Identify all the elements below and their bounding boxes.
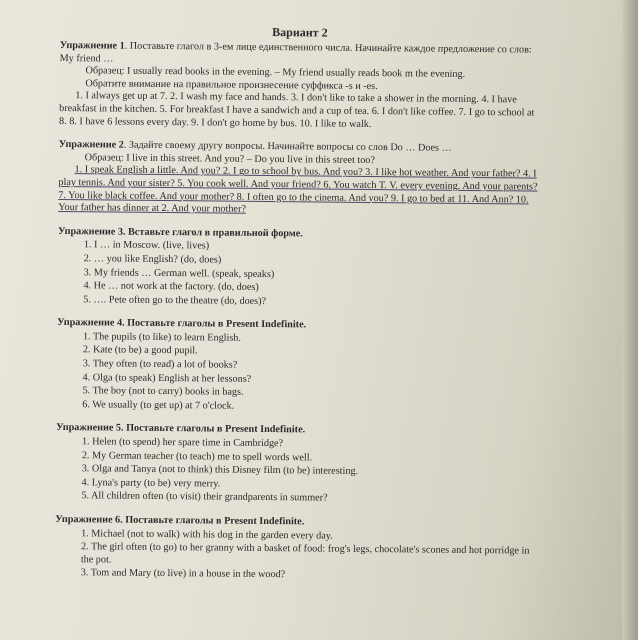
list-item: 4. Olga (to speak) English at her lessons? bbox=[82, 371, 252, 385]
worksheet bbox=[55, 22, 540, 596]
exercise-6-heading: Упражнение 6. Поставьте глаголы в Present Indefinite. bbox=[55, 513, 305, 528]
exercise-6-list bbox=[55, 528, 535, 585]
exercise-5-list bbox=[55, 436, 536, 508]
list-item: 2. Kate (to be) a good pupil. bbox=[82, 344, 198, 357]
list-item: 3. Olga and Tanya (not to think) this Disney film (to be) interesting. bbox=[81, 463, 359, 478]
exercise-4 bbox=[56, 317, 537, 416]
list-item: 1. The pupils (to like) to learn English. bbox=[82, 331, 242, 344]
list-item: 6. We usually (to get up) at 7 o'clock. bbox=[82, 399, 235, 412]
page-edge-shadow bbox=[622, 0, 638, 640]
list-item: 3. Tom and Mary (to live) in a house in the wood? bbox=[80, 567, 286, 581]
list-item: 3. They often (to read) a lot of books? bbox=[82, 358, 238, 371]
exercise-4-list bbox=[56, 331, 537, 416]
exercise-2-sample: Образец: I live in this street. And you? – Do you live in this street too? bbox=[84, 151, 375, 166]
exercise-1-text: 1. I always get up at 7. 2. I wash my face and hands. 3. I don't like to take a shower in the morning. 4. I have breakfast in the kitchen. 5. For breakfast I have a sandwich and a cup of tea. 6. I don't like coffee. 7. I go to school at 8. 8. I have 6 lessons every day. 9. I don't go home by bus. 10. I like to walk. bbox=[58, 90, 535, 130]
list-item: 3. My friends … German well. (speak, speaks) bbox=[83, 266, 275, 280]
page-title: Вариант 2 bbox=[272, 25, 328, 40]
list-item: 2. The girl often (to go) to her granny with a basket of food: frog's legs, chocolate's scones and hot porridge in the pot. bbox=[80, 541, 530, 566]
exercise-5-heading: Упражнение 5. Поставьте глаголы в Present Indefinite. bbox=[56, 422, 306, 436]
exercise-1-label: Упражнение 1 bbox=[59, 39, 125, 52]
list-item: 5. The boy (not to carry) books in bags. bbox=[82, 385, 244, 399]
list-item: 2. My German teacher (to teach) me to spell words well. bbox=[81, 449, 313, 464]
exercise-1-note: Обратите внимание на правильное произнесение суффикса -s и -es. bbox=[85, 78, 378, 92]
exercise-6 bbox=[55, 514, 536, 585]
list-item: 4. He … not work at the factory. (do, does) bbox=[83, 280, 259, 294]
list-item: 2. … you like English? (do, does) bbox=[83, 253, 222, 266]
list-item: 5. …. Pete often go to the theatre (do, does)? bbox=[83, 293, 267, 307]
exercise-2 bbox=[58, 139, 539, 219]
exercise-2-instruction-text: . Задайте своему другу вопросы. Начинайте вопросы со слов Do … Does … bbox=[123, 139, 452, 154]
exercise-2-label: Упражнение 2 bbox=[58, 139, 124, 151]
exercise-1 bbox=[59, 40, 540, 133]
exercise-3 bbox=[57, 226, 538, 311]
list-item: 5. All children often (to visit) their grandparents in summer? bbox=[81, 490, 328, 504]
exercise-5 bbox=[55, 422, 536, 507]
list-item: 1. I … in Moscow. (live, lives) bbox=[83, 239, 210, 252]
exercise-1-sample: Образец: I usually read books in the evening. – My friend usually reads book m the evening. bbox=[85, 65, 466, 81]
list-item: 1. Helen (to spend) her spare time in Cambridge? bbox=[81, 436, 284, 450]
exercise-1-instruction-text: . Поставьте глагол в 3-ем лице единственного числа. Начинайте каждое предложение со слов: My friend … bbox=[59, 40, 532, 65]
exercise-3-heading: Упражнение 3. Вставьте глагол в правильной форме. bbox=[57, 225, 303, 240]
exercise-3-list bbox=[57, 239, 538, 311]
exercise-2-text: 1. I speak English a little. And you? 2. I go to school by bus. And you? 3. I like hot weather. And your father? 4. I play tennis. And your sister? 5. You cook well. And your friend? 6. You watch T. V. every evening. And your parents? 7. You like black coffee. And your mother? 8. I often go to the cinema. And you? 9. I go to bed at 11. And Ann? 10. Your father has dinner at 2. And your mother? bbox=[58, 164, 538, 215]
exercise-4-heading: Упражнение 4. Поставьте глаголы в Present Indefinite. bbox=[57, 317, 307, 331]
list-item: 1. Michael (not to walk) with his dog in the garden every day. bbox=[81, 527, 333, 542]
list-item: 4. Lyna's party (to be) very merry. bbox=[81, 477, 221, 490]
